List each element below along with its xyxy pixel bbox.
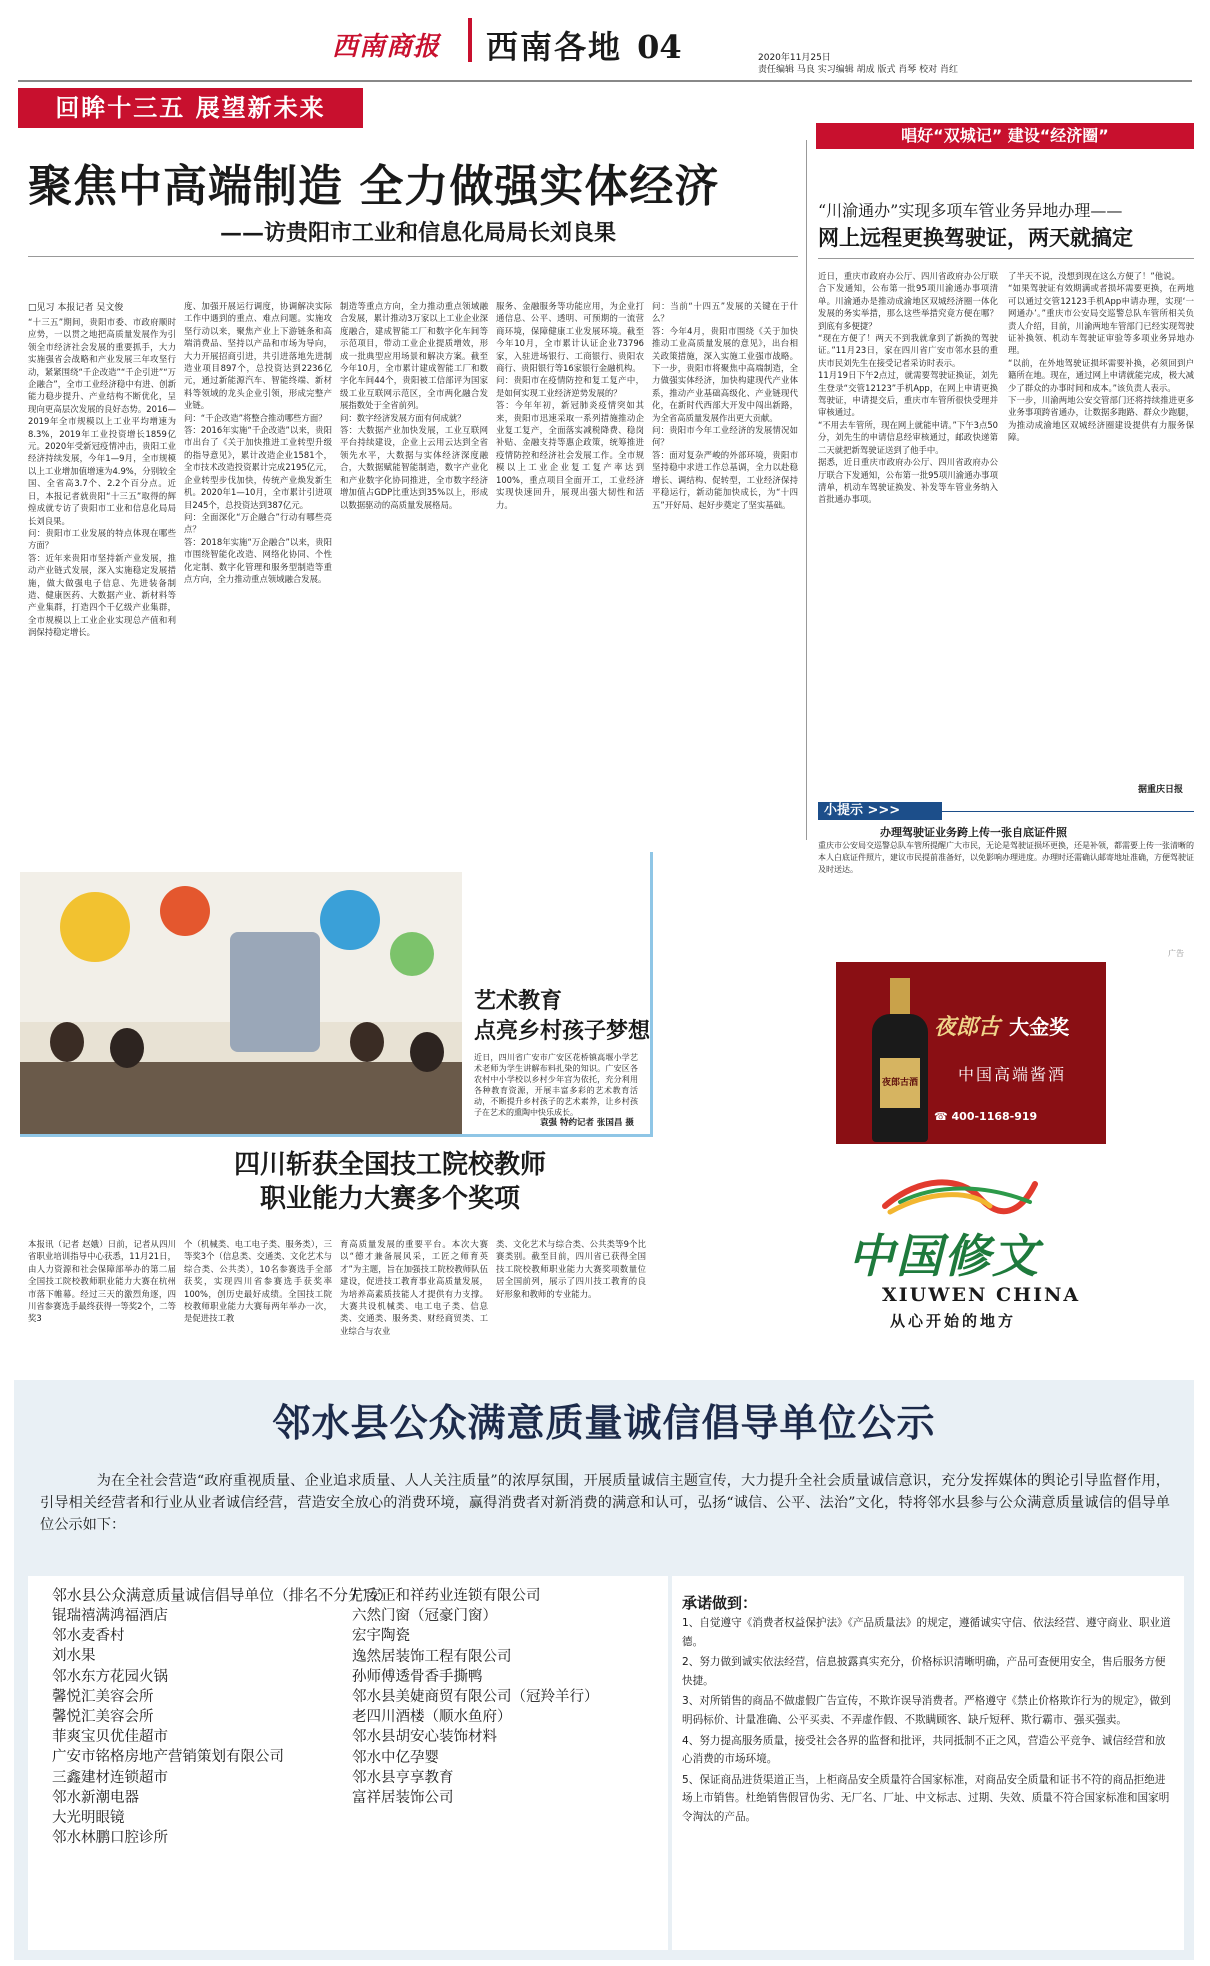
contest-col-1: 本报讯（记者 赵娥）日前，记者从四川省职业培训指导中心获悉，11月21日，由人力资源和社会保障部举办的第二届全国技工院校教师职业能力大赛在杭州市落下帷幕。经过三天的激烈角逐，四川省参赛选手最终获得一等奖2个，二等奖3 bbox=[28, 1239, 176, 1324]
list-item: 邻水新潮电器 bbox=[52, 1789, 139, 1806]
ad-slogan: 大金奖 bbox=[1009, 1015, 1070, 1039]
main-col-5: 问：当前“十四五”发展的关键在于什么？ 答：今年4月，贵阳市围绕《关于加快推动工业高质量发展的意见》，出台相关政策措施，深入实施工业强市战略。下一步，贵阳市将聚焦中高端制造，全力做强实体经济，加快构建现代产业体系，推动产业基础高级化、产业链现代化，在新时代西部大开发中闯出新路，为全省高质量发展作出更大贡献。 问：贵阳市今年工业经济的发展情况如何？ 答：面对复杂严峻的外部环境，贵阳市坚持稳中求进工作总基调，全力以赴稳增长、调结构、促转型，工业经济保持平稳运行，新动能加快成长，为“十四五”开好局、起好步奠定了坚实基础。 bbox=[652, 301, 798, 510]
promise-list bbox=[682, 1614, 1176, 1829]
masthead-divider bbox=[468, 18, 472, 62]
xiuwen-english: XIUWEN CHINA bbox=[882, 1284, 1081, 1306]
liquor-ad[interactable] bbox=[836, 962, 1106, 1144]
cq-col-2: 了半天不说，没想到现在这么方便了！”他说。 “如果驾驶证有效期满或者损坏需要更换，在两地可以通过交管12123手机App申请办理，实现‘一网通办’。”重庆市公安局交巡警总队车管所相关负责人介绍，目前，川渝两地车管部门已经实现驾驶证补换领、机动车驾驶证审验等多项业务异地办理。 “以前，在外地驾驶证损坏需要补换，必须回到户籍所在地。现在，通过网上申请就能完成，极大减少了群众的办事时间和成本。”该负责人表示。 下一步，川渝两地公安交管部门还将持续推进更多业务事项跨省通办，让数据多跑路、群众少跑腿，为推动成渝地区双城经济圈建设提供有力服务保障。 bbox=[1008, 271, 1194, 443]
notice-list-left bbox=[52, 1606, 352, 1848]
xiuwen-chinese: 中国修文 bbox=[848, 1229, 1040, 1283]
issue-date: 2020年11月25日 bbox=[758, 53, 831, 63]
photo-credit: 袁强 特约记者 张国昌 摄 bbox=[540, 1118, 634, 1128]
ad-bottle-label: 夜郎古酒 bbox=[880, 1058, 920, 1108]
list-item: 馨悦汇美容会所 bbox=[52, 1688, 154, 1705]
contest-col-3: 育高质量发展的重要平台。本次大赛以“德才兼备展风采，工匠之师育英才”为主题，旨在加强技工院校教师队伍建设，促进技工教育事业高质量发展，为培养高素质技能人才提供有力支撑。大赛共设机械类、电工电子类、信息类、交通类、服务类、财经商贸类、工业综合与农业 bbox=[340, 1239, 488, 1336]
cq-rule bbox=[818, 258, 1194, 259]
section-title-block bbox=[486, 22, 682, 68]
main-col-4: 服务、金融服务等功能应用，为企业打通信息、公平、透明、可预期的一流营商环境，保障健康工业发展环境。截至今年10月，全市累计认证企业73796家，入驻进场银行、工商银行、贵阳农商行、贵阳银行等16家银行金融机构。 问：贵阳市在疫情防控和复工复产中，是如何实现工业经济逆势发展的？ 答：今年年初，新冠肺炎疫情突如其来，贵阳市迅速采取一系列措施推动企业复工复产，全面落实减税降费、稳岗补贴、金融支持等惠企政策，统筹推进疫情防控和经济社会发展工作。全市规模以上工业企业复工复产率达到100%，重点项目全面开工，工业经济实现快速回升，展现出强大韧性和活力。 bbox=[496, 301, 644, 510]
list-item: 宏宇陶瓷 bbox=[352, 1628, 410, 1645]
masthead-rule bbox=[18, 80, 1192, 82]
ad-label: 广告 bbox=[1168, 949, 1184, 958]
list-item: 六然门窗（冠豪门窗） bbox=[352, 1608, 497, 1625]
cq-source: 据重庆日报 bbox=[1138, 785, 1184, 795]
banner-dual-city: 唱好“双城记” 建设“经济圈” bbox=[816, 123, 1194, 149]
list-item: 锟瑞禧满鸿福酒店 bbox=[52, 1608, 168, 1624]
list-item: 菲爽宝贝优佳超市 bbox=[52, 1729, 168, 1746]
section-title: 西南各地 bbox=[486, 28, 623, 66]
ad-brand: 夜郎古 bbox=[934, 1014, 1001, 1040]
list-item: 孙师傅透骨香手撕鸭 bbox=[352, 1668, 483, 1685]
list-item: 邻水县美婕商贸有限公司（冠羚羊行） bbox=[352, 1689, 599, 1706]
promise-item: 1、自觉遵守《消费者权益保护法》《产品质量法》的规定，遵循诚实守信、依法经营、遵守商业、职业道德。 bbox=[682, 1617, 1171, 1648]
cq-kicker: “川渝通办”实现多项车管业务异地办理—— bbox=[818, 201, 1123, 220]
main-headline: 聚焦中高端制造 全力做强实体经济 bbox=[28, 161, 720, 212]
notice-list-right bbox=[352, 1586, 662, 1808]
tip-text: 重庆市公安局交巡警总队车管所提醒广大市民，无论是驾驶证损坏更换，还是补领，都需要上传一张清晰的本人白底证件照片，建议市民提前准备好，以免影响办理进度。办理时还需确认邮寄地址准确，方便驾驶证及时送达。 bbox=[818, 841, 1194, 874]
photo-story-title: 艺术教育 点亮乡村孩子梦想 bbox=[474, 988, 651, 1044]
page-number: 04 bbox=[637, 28, 682, 66]
notice-list-title: 邻水县公众满意质量诚信倡导单位（排名不分先后） bbox=[52, 1587, 393, 1604]
tip-title: 办理驾驶证业务跨上传一张自底证件照 bbox=[880, 826, 1067, 839]
main-col-3: 制造等重点方向，全力推动重点领域融合发展，累计推动3万家以上工业企业深度融合，建成智能工厂和数字化车间等示范项目，带动工业企业提质增效，形成一批典型应用场景和解决方案。截至今年10月，全市累计建成智能工厂和数字化车间44个，贵阳被工信部评为国家级工业互联网示范区，全市两化融合发展指数处于全省前列。 问：数字经济发展方面有何成就？ 答：大数据产业加快发展，工业互联网平台持续建设，企业上云用云达到全省领先水平，大数据与实体经济深度融合，大数据赋能智能制造，数字产业化和产业数字化协同推进，全市数字经济增加值占GDP比重达到35%以上，形成以数据驱动的高质量发展格局。 bbox=[340, 301, 488, 510]
list-item: 邻水林鹏口腔诊所 bbox=[52, 1830, 168, 1847]
promise-item: 2、努力做到诚实依法经营，信息披露真实充分，价格标识清晰明确，产品可查便用安全，售后服务方便快捷。 bbox=[682, 1656, 1166, 1687]
list-item: 广安正和祥药业连锁有限公司 bbox=[352, 1588, 541, 1604]
contest-col-4: 类、文化艺术与综合类、公共类等9个比赛类别。截至目前，四川省已获得全国技工院校教师职业能力大赛奖项数量位居全国前列，展示了四川技工教育的良好形象和教师的专业能力。 bbox=[496, 1239, 646, 1299]
art-class-photo bbox=[20, 872, 462, 1134]
ad-subtitle: 中国高端酱酒 bbox=[958, 1065, 1067, 1084]
ad-hotline: ☎ 400-1168-919 bbox=[934, 1110, 1038, 1123]
main-col-2: 度、加强开展运行调度，协调解决实际工作中遇到的重点、难点问题。实施攻坚行动以来，聚焦产业上下游链条和高端消费品、坚持以产品和市场为导向，大力开展招商引进，共引进落地先进制造业项目897个，总投资达到2236亿元，通过新能源汽车、智能终端、新材料等领域的龙头企业引领，形成完整产业链。 问：“千企改造”将整合推动哪些方面？ 答：2016年实施“千企改造”以来，贵阳市出台了《关于加快推进工业转型升级的指导意见》，累计改造企业1581个，全市技术改造投资累计完成2195亿元，企业转型步伐加快，传统产业焕发新生机。2020年1—10月，全市累计引进项目245个，总投资达到387亿元。 问：全面深化“万企融合”行动有哪些亮点？ 答：2018年实施“万企融合”以来，贵阳市围绕智能化改造、网络化协同、个性化定制、数字化管理和服务型制造等重点方向，全力推动重点领域融合发展。 bbox=[184, 301, 332, 584]
notice-intro: 为在全社会营造“政府重视质量、企业追求质量、人人关注质量”的浓厚氛围，开展质量诚信主题宣传，大力提升全社会质量诚信意识，充分发挥媒体的舆论引导监督作用，引导相关经营者和行业从业者诚信经营，营造安全放心的消费环境，赢得消费者对新消费的满意和认可，弘扬“诚信、公平、法治”文化，特将邻水县参与公众满意质量诚信的倡导单位公示如下： bbox=[40, 1473, 1170, 1533]
ad-headline bbox=[934, 1010, 1069, 1041]
list-item: 刘水果 bbox=[52, 1648, 96, 1665]
tip-label: 小提示 >>> bbox=[818, 802, 942, 820]
list-item: 邻水麦香村 bbox=[52, 1628, 125, 1645]
notice-title: 邻水县公众满意质量诚信倡导单位公示 bbox=[272, 1400, 936, 1445]
xiuwen-logo bbox=[840, 1176, 1120, 1336]
list-item: 邻水东方花园火锅 bbox=[52, 1668, 168, 1685]
list-item: 邻水中亿孕婴 bbox=[352, 1749, 439, 1766]
promise-item: 4、努力提高服务质量，接受社会各界的监督和批评，共同抵制不正之风，营造公平竞争、诚信经营和放心消费的市场环境。 bbox=[682, 1734, 1166, 1766]
list-item: 三鑫建材连锁超市 bbox=[52, 1769, 168, 1786]
main-col-1: “十三五”期间，贵阳市委、市政府顺时应势，一以贯之地把高质量发展作为引领全市经济社会发展的重要抓手，大力实施强省会战略和产业发展三年攻坚行动，紧紧围绕“千企改造”“千企引进”“万企融合”，全市工业经济稳中有进、创新能力稳步提升、产业结构不断优化，呈现向更高层次发展的良好态势。2016—2019年全市规模以上工业平均增速为8.3%，2019年工业投资增长1859亿元。2020年受新冠疫情冲击，贵阳工业经济持续发展，今年1—9月，全市规模以上工业增加值增速为4.9%，分别较全国、全省高3.7个、2.2个百分点。近日，本报记者就贵阳“十三五”取得的辉煌成就专访了贵阳市工业和信息化局局长刘良果。 问：贵阳市工业发展的特点体现在哪些方面？ 答：近年来贵阳市坚持新产业发展，推动产业链式发展，深入实施稳定发展措施，做大做强电子信息、先进装备制造、健康医药、大数据产业、新材料等产业集群，打造四个千亿级产业集群，全市规模以上工业企业实现总产值和利润保持稳定增长。 bbox=[28, 317, 176, 638]
main-subheadline: ——访贵阳市工业和信息化局局长刘良果 bbox=[220, 220, 617, 246]
phone-icon: ☎ bbox=[934, 1110, 952, 1123]
list-item: 广安市铭格房地产营销策划有限公司 bbox=[52, 1749, 284, 1766]
cq-col-1: 近日，重庆市政府办公厅、四川省政府办公厅联合下发通知，公布第一批95项川渝通办事项清单。川渝通办是推动成渝地区双城经济圈一体化发展的务实举措，那么这些举措究竟方便在哪？到底有多便捷？ “现在方便了！两天不到我就拿到了新换的驾驶证。”11月23日，家在四川省广安市邻水县的重庆市民刘先生在接受记者采访时表示。 11月19日下午2点过，就需要驾驶证换证，刘先生登录“交管12123”手机App，在网上申请更换驾驶证，申请提交后，重庆市车管所很快受理并审核通过。 “不用去车管所，现在网上就能申请。”下午3点50分，刘先生的申请信息经审核通过，邮政快递第二天就把新驾驶证送到了他手中。 据悉，近日重庆市政府办公厅、四川省政府办公厅联合下发通知，公布第一批95项川渝通办事项清单，机动车驾驶证换发、补发等车管业务纳入首批通办事项。 bbox=[818, 271, 998, 505]
main-rule bbox=[28, 256, 798, 257]
ad-bottle bbox=[872, 978, 928, 1142]
contest-headline: 四川斩获全国技工院校教师 职业能力大赛多个奖项 bbox=[233, 1150, 546, 1214]
promise-item: 3、对所销售的商品不做虚假广告宣传，不欺诈误导消费者。严格遵守《禁止价格欺诈行为的规定》，做到明码标价、计量准确、公平买卖、不弄虚作假、不欺瞒顾客、缺斤短秤、欺行霸市、强买强卖。 bbox=[682, 1695, 1171, 1726]
list-item: 逸然居装饰工程有限公司 bbox=[352, 1648, 512, 1665]
masthead bbox=[0, 0, 1210, 75]
promise-title: 承诺做到： bbox=[682, 1594, 758, 1612]
banner-review: 回眸十三五 展望新未来 bbox=[18, 88, 363, 128]
promise-item: 5、保证商品进货渠道正当，上柜商品安全质量符合国家标准，对商品安全质量和证书不符的商品拒绝进场上市销售。杜绝销售假冒伪劣、无厂名、厂址、中文标志、过期、失效、质量不符合国家标准和国家明令淘汰的产品。 bbox=[682, 1773, 1170, 1823]
paper-logo: 西南商报 bbox=[332, 32, 441, 62]
list-item: 邻水县亨享教育 bbox=[352, 1769, 454, 1786]
list-item: 老四川酒楼（顺水鱼府） bbox=[352, 1709, 512, 1726]
list-item: 富祥居装饰公司 bbox=[352, 1790, 454, 1807]
tip-rule bbox=[942, 811, 1194, 812]
ribbon-icon bbox=[880, 1176, 1040, 1216]
list-item: 大光明眼镜 bbox=[52, 1810, 125, 1827]
list-item: 邻水县胡安心装饰材料 bbox=[352, 1729, 497, 1746]
main-byline: □见习 本报记者 吴文俊 bbox=[28, 303, 124, 313]
xiuwen-tagline: 从心开始的地方 bbox=[890, 1312, 1017, 1330]
main-right-divider bbox=[806, 140, 807, 840]
photo-story-text: 近日，四川省广安市广安区花桥镇高堰小学艺术老师为学生讲解布料扎染的知识。广安区各农村中小学校以乡村少年宫为依托，充分利用各种教育资源，开展丰富多彩的艺术教育活动，不断提升乡村孩子的艺术素养，让乡村孩子在艺术的熏陶中快乐成长。 bbox=[474, 1053, 638, 1116]
editor-credits: 责任编辑 马良 实习编辑 胡成 版式 肖琴 校对 肖红 bbox=[758, 65, 959, 75]
contest-col-2: 个（机械类、电工电子类、服务类），三等奖3个（信息类、交通类、文化艺术与综合类、公共类），10名参赛选手全部获奖，实现四川省参赛选手获奖率100%，创历史最好成绩。全国技工院校教师职业能力大赛每两年举办一次，是促进技工教 bbox=[184, 1239, 332, 1324]
cq-headline: 网上远程更换驾驶证，两天就搞定 bbox=[818, 225, 1133, 250]
list-item: 馨悦汇美容会所 bbox=[52, 1709, 154, 1726]
